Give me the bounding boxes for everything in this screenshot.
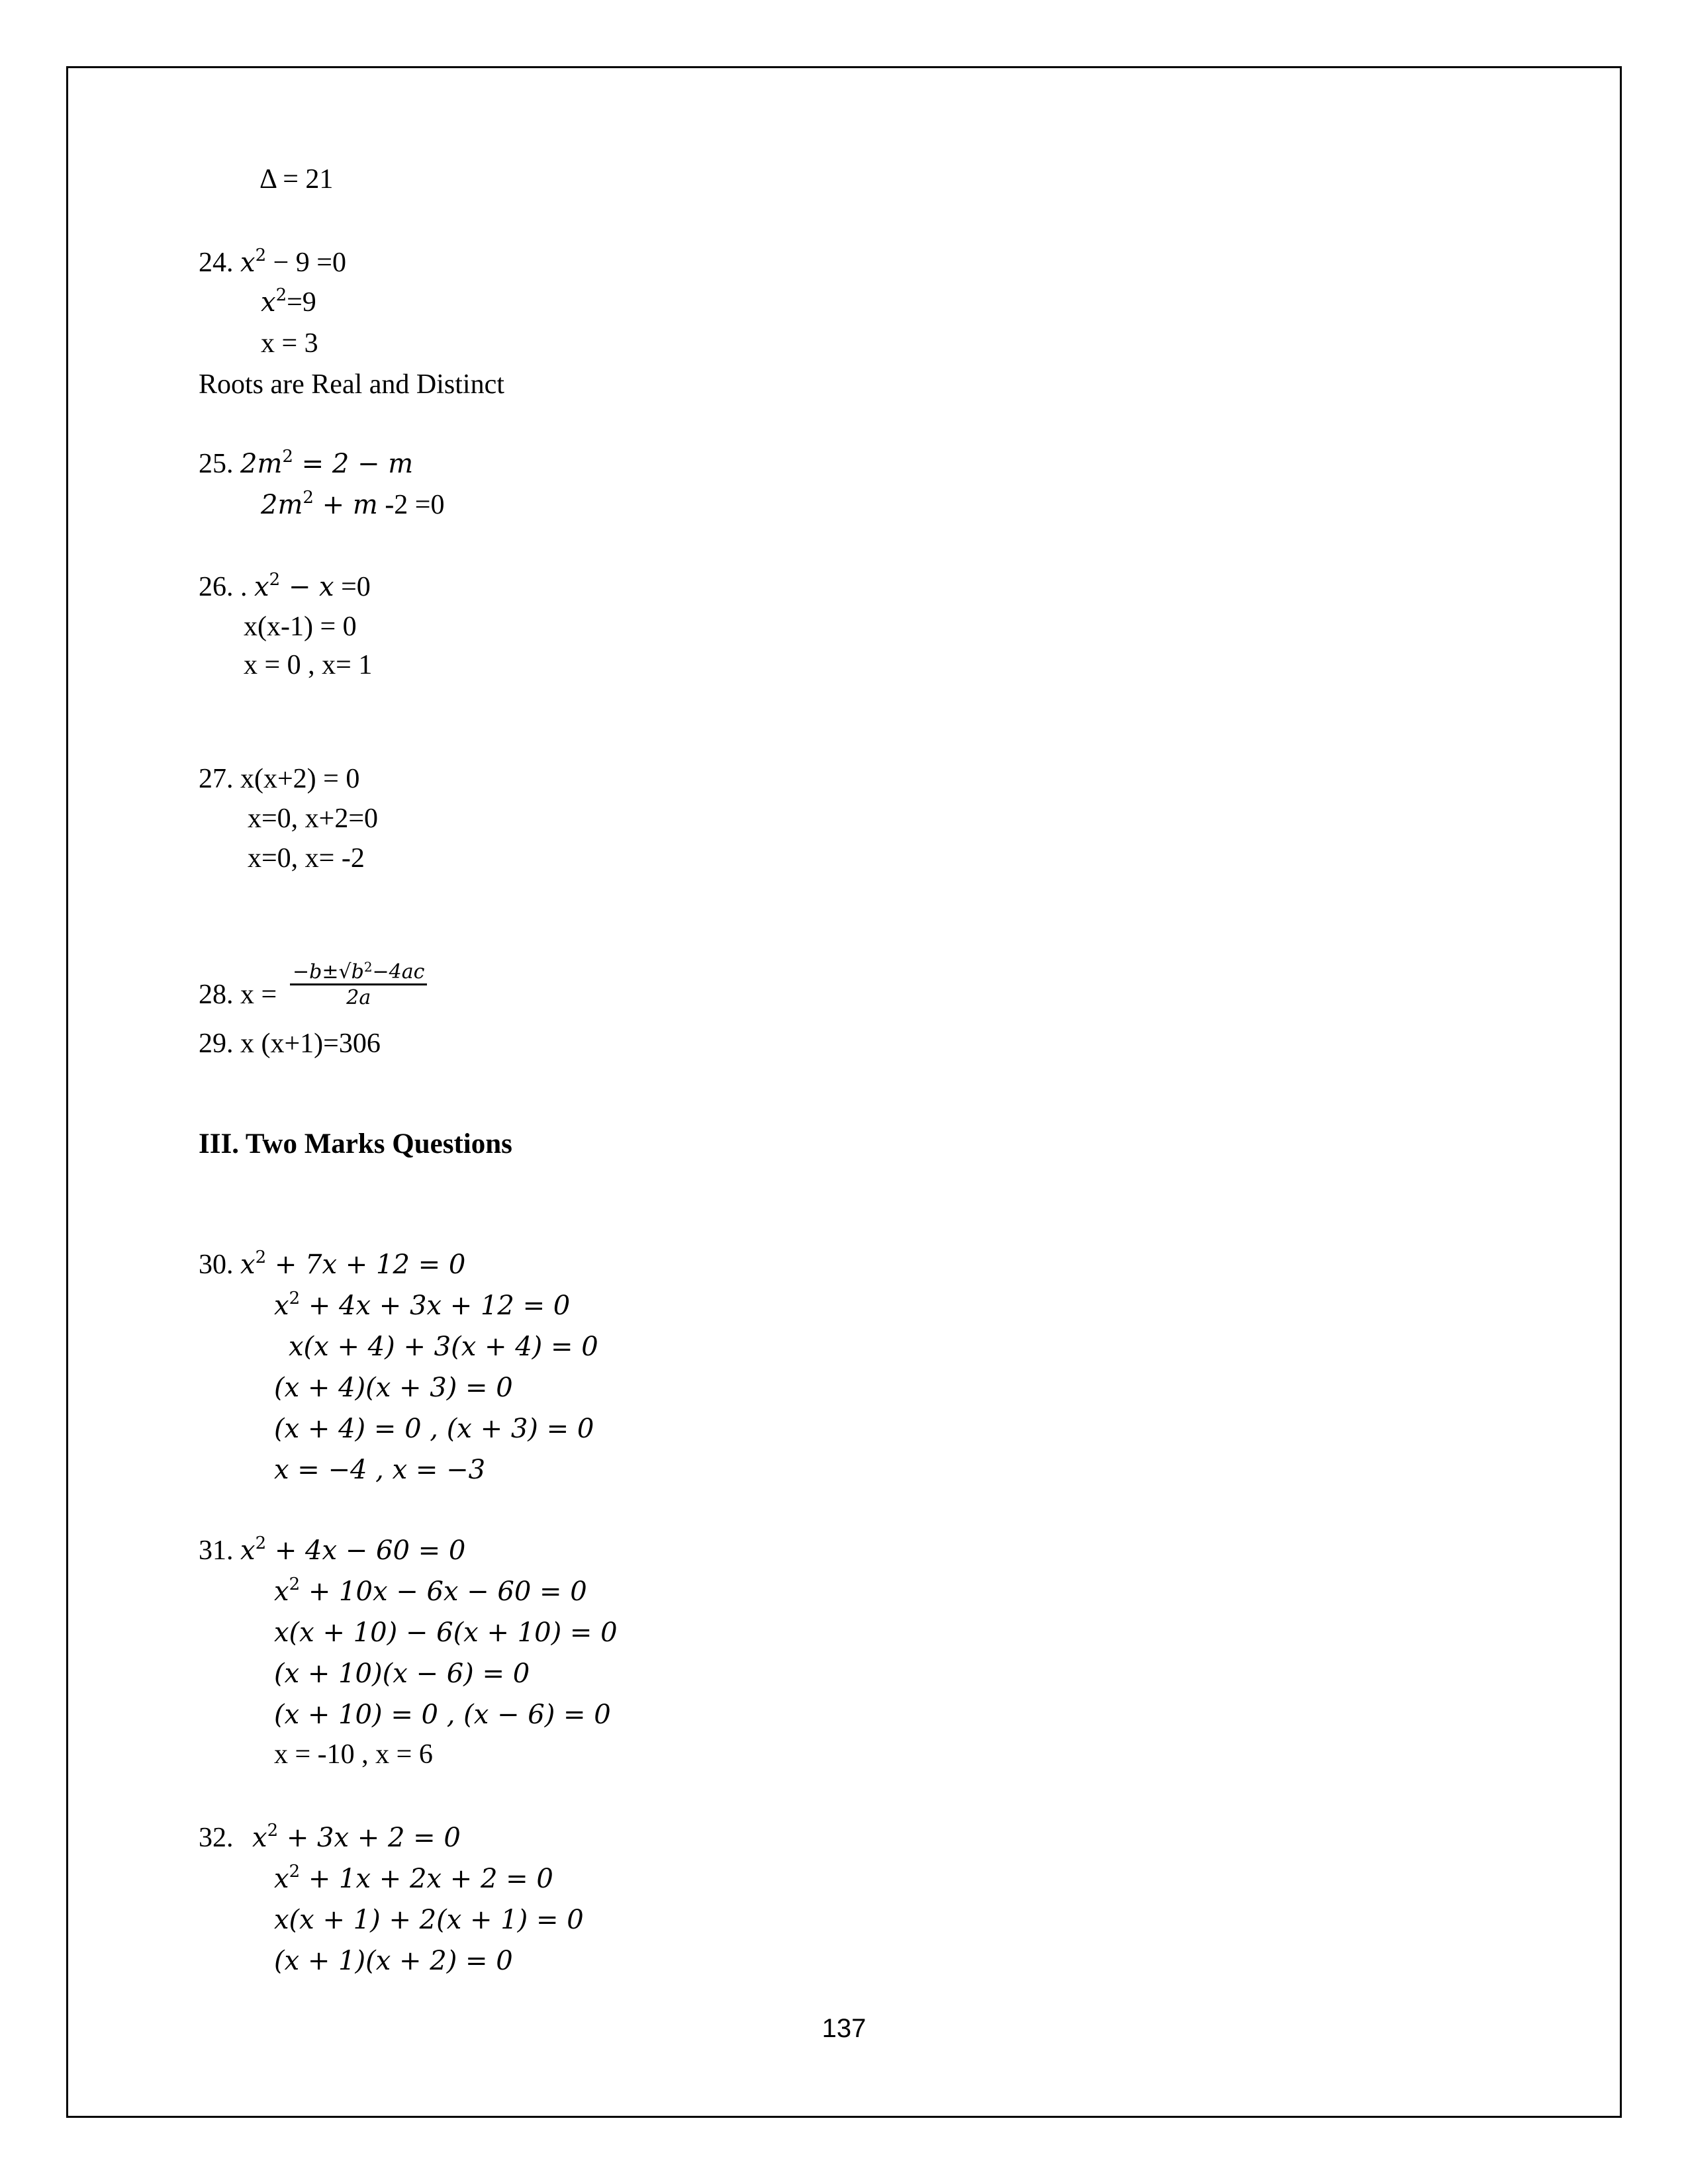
q32-line4: (x + 1)(x + 2) = 0: [274, 1946, 513, 1976]
q26-step3: x = 0 , x= 1: [244, 650, 373, 680]
q25-step2-tail: -2 =0: [377, 490, 445, 520]
q24-line2: $x^2=9$: [261, 285, 316, 318]
q29-eq: 29. x (x+1)=306: [199, 1028, 381, 1059]
section-heading: [199, 1128, 512, 1161]
page-number: 137: [821, 2014, 867, 2043]
q25-line2: $2m^2 + m$ -2 =0: [261, 488, 445, 520]
q31-line3: x(x + 10) − 6(x + 10) = 0: [274, 1617, 618, 1648]
q32-number: 32.: [199, 1823, 234, 1853]
q31-line1: 31. $x^2 + 4x - 60 = 0$: [199, 1533, 466, 1566]
q31-line4: (x + 10)(x − 6) = 0: [274, 1659, 530, 1689]
q28-line: [199, 978, 277, 1011]
q30-number: 30.: [199, 1250, 234, 1280]
quadratic-formula-fraction: [290, 961, 427, 1011]
q30-line6: x = −4 , x = −3: [274, 1455, 486, 1485]
q26-line2: [244, 610, 357, 643]
q26-line3: [244, 649, 372, 682]
q27-line3: [248, 842, 365, 875]
q31-roots: x = -10 , x = 6: [274, 1739, 433, 1770]
q30-line3: x(x + 4) + 3(x + 4) = 0: [289, 1332, 598, 1362]
q31-line5: (x + 10) = 0 , (x − 6) = 0: [274, 1700, 611, 1730]
q30-line1: 30. $x^2 + 7x + 12 = 0$: [199, 1248, 466, 1280]
q30-line4: (x + 4)(x + 3) = 0: [274, 1373, 513, 1403]
q26-number: 26. .: [199, 572, 248, 602]
q29-line: [199, 1027, 381, 1060]
section-heading-text: III. Two Marks Questions: [199, 1128, 512, 1160]
q26-line1: 26. . $x^2 - x =0$: [199, 570, 371, 602]
q27-line1: [199, 762, 359, 796]
q24-line3: [261, 327, 318, 360]
q25-line1: 25. $2m^2 = 2 - m$: [199, 447, 414, 479]
q24-step2: =9: [287, 287, 316, 318]
q25-number: 25.: [199, 449, 234, 479]
q27-step3: x=0, x= -2: [248, 843, 365, 874]
q26-eq-end: =0: [334, 572, 371, 602]
q32-line3: x(x + 1) + 2(x + 1) = 0: [274, 1905, 584, 1935]
q26-step2: x(x-1) = 0: [244, 612, 357, 642]
q30-line2: $x^2 + 4x + 3x + 12 = 0$: [274, 1289, 571, 1321]
q24-number: 24.: [199, 248, 234, 278]
q24-conclusion: Roots are Real and Distinct: [199, 369, 504, 400]
delta-value: Δ = 21: [259, 164, 334, 195]
q24-line4: [199, 368, 504, 401]
delta-line: [259, 163, 333, 196]
q31-line6: [274, 1738, 433, 1771]
q30-line5: (x + 4) = 0 , (x + 3) = 0: [274, 1414, 594, 1444]
q28-prefix: 28. x =: [199, 979, 277, 1010]
q31-number: 31.: [199, 1535, 234, 1566]
q27-step2: x=0, x+2=0: [248, 803, 379, 834]
q24-eq-tail: − 9 =0: [266, 248, 346, 278]
q32-line2: $x^2 + 1x + 2x + 2 = 0$: [274, 1862, 553, 1894]
q31-line2: $x^2 + 10x - 6x - 60 = 0$: [274, 1574, 587, 1607]
q24-line1: [199, 246, 346, 279]
q27-line2: [248, 802, 378, 835]
fraction-numerator: $-b\pm√b^2-4ac$: [290, 961, 427, 985]
q24-eq: $x^2$: [240, 246, 267, 278]
q27-eq: 27. x(x+2) = 0: [199, 764, 360, 794]
q32-line1: 32. $x^2 + 3x + 2 = 0$: [199, 1821, 461, 1853]
q24-step3: x = 3: [261, 328, 318, 359]
fraction-denominator: 2a: [346, 986, 371, 1009]
